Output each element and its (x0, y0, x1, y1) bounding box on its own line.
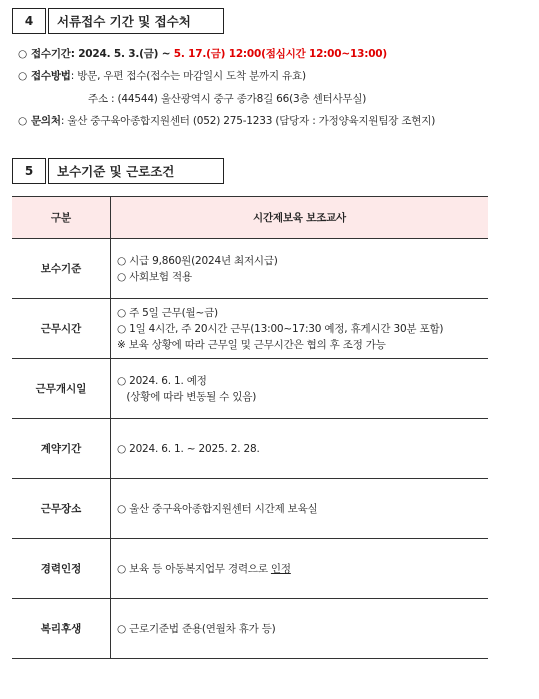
table-row (12, 239, 488, 299)
address-line: 주소 : (44544) 울산광역시 중구 종가8길 66(3층 센터사무실) (88, 93, 367, 105)
circle-bullet-icon: ○ (18, 48, 27, 60)
table-row (12, 419, 488, 479)
section-number: 4 (12, 8, 46, 34)
header-position: 시간제보육 보조교사 (253, 212, 346, 224)
section-title: 서류접수 기간 및 접수처 (48, 8, 224, 34)
underlined-text: 인정 (270, 562, 291, 575)
inquiry-line: ○ 문의처: 울산 중구육아종합지원센터 (052) 275-1233 (담당자 : 가정양육지원팀장 조현지) (18, 115, 436, 127)
table-row (12, 299, 488, 359)
period-line: ○ 접수기간: 2024. 5. 3.(금) ~ 5. 17.(금) 12:00(점심시간 12:00~13:00) (18, 48, 388, 60)
circle-bullet-icon: ○ (18, 115, 27, 127)
row-label: 근무시간 (12, 299, 111, 358)
row-line: ○ 사회보험 적용 (117, 270, 192, 283)
section-5-header (12, 158, 224, 184)
row-line: ○ 시급 9,860원(2024년 최저시급) (117, 254, 278, 267)
row-line: ○ 2024. 6. 1. 예정 (117, 374, 207, 387)
row-line: ○ 1일 4시간, 주 20시간 근무(13:00~17:30 예정, 휴게시간 30분 포함) (117, 322, 444, 335)
circle-bullet-icon: ○ (18, 70, 27, 82)
table-header-row (12, 197, 488, 239)
method-line: ○ 접수방법: 방문, 우편 접수(접수는 마감일시 도착 분까지 유효) (18, 70, 306, 82)
row-line: ○ 주 5일 근무(월~금) (117, 306, 218, 319)
table-row (12, 599, 488, 659)
header-category: 구분 (12, 197, 111, 238)
table-row (12, 539, 488, 599)
conditions-table (12, 196, 488, 659)
row-label: 계약기간 (12, 419, 111, 478)
table-row (12, 359, 488, 419)
row-line: ○ 울산 중구육아종합지원센터 시간제 보육실 (117, 502, 318, 515)
row-line: (상황에 따라 변동될 수 있음) (117, 390, 257, 403)
row-label: 복리후생 (12, 599, 111, 658)
row-line: ○ 2024. 6. 1. ~ 2025. 2. 28. (117, 442, 260, 455)
row-label: 근무개시일 (12, 359, 111, 418)
section-title: 보수기준 및 근로조건 (48, 158, 224, 184)
table-row (12, 479, 488, 539)
row-line: ○ 보육 등 아동복지업무 경력으로 인정 (117, 562, 291, 575)
row-line: ※ 보육 상황에 따라 근무일 및 근무시간은 협의 후 조정 가능 (117, 338, 386, 351)
row-label: 보수기준 (12, 239, 111, 298)
row-line: ○ 근로기준법 준용(연월차 휴가 등) (117, 622, 276, 635)
section-4-header (12, 8, 224, 34)
row-label: 근무장소 (12, 479, 111, 538)
section-number: 5 (12, 158, 46, 184)
row-label: 경력인정 (12, 539, 111, 598)
